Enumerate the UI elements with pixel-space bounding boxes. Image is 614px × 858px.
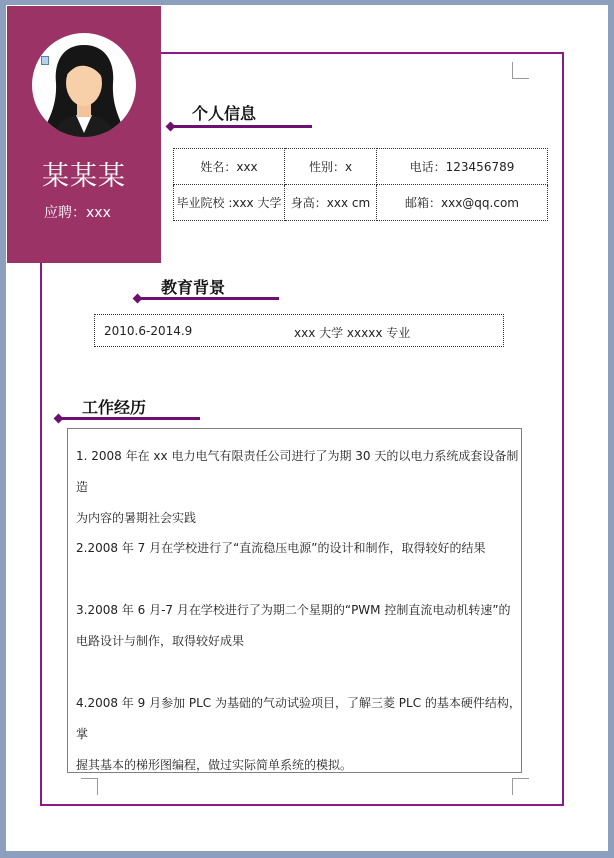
person-avatar-icon [32,33,136,137]
table-row [174,185,548,221]
email-cell: 邮箱：xxx@qq.com [377,185,548,221]
work-experience-box [67,428,522,773]
avatar[interactable] [32,33,136,137]
work-item-line: 4.2008 年 9 月参加 PLC 为基础的气动试验项目，了解三菱 PLC 的基本硬件结构，掌 [76,696,521,741]
work-item-line: 电路设计与制作，取得较好成果 [76,634,245,648]
resume-page [6,5,608,851]
work-heading: 工作经历 [82,398,147,417]
work-item-line: 2.2008 年 7 月在学校进行了“直流稳压电源”的设计和制作，取得较好的结果 [76,541,486,555]
candidate-name: 某某某 [42,161,126,192]
list-item [76,533,521,564]
heading-underline [60,417,200,420]
phone-cell: 电话：123456789 [377,149,548,185]
table-row [174,149,548,185]
heading-underline [172,125,312,128]
work-item-line: 为内容的暑期社会实践 [76,511,197,525]
school-cell: 毕业院校 :xxx 大学 [174,185,285,221]
work-item-line: 1. 2008 年在 xx 电力电气有限责任公司进行了为期 30 天的以电力系统成套设备制造 [76,449,519,494]
education-period: 2010.6-2014.9 [104,324,193,338]
list-item [76,595,521,657]
margin-corner-mark [512,62,529,79]
work-item-line: 3.2008 年 6 月-7 月在学校进行了为期二个星期的“PWM 控制直流电动机转速”的 [76,603,511,617]
education-box [94,314,504,347]
education-school: xxx 大学 xxxxx 专业 [294,326,411,340]
work-item-line: 握其基本的梯形图编程，做过实际简单系统的模拟。 [76,758,353,772]
height-cell: 身高：xxx cm [285,185,377,221]
resize-handle[interactable] [41,56,49,65]
list-item [76,688,521,781]
profile-sidebar [7,6,161,263]
personal-info-heading: 个人信息 [192,104,257,123]
gender-cell: 性别：x [285,149,377,185]
personal-info-table [173,148,548,221]
name-cell: 姓名：xxx [174,149,285,185]
education-heading: 教育背景 [161,278,226,297]
apply-position: 应聘：xxx [44,205,111,221]
heading-underline [139,297,279,300]
list-item [76,441,521,534]
